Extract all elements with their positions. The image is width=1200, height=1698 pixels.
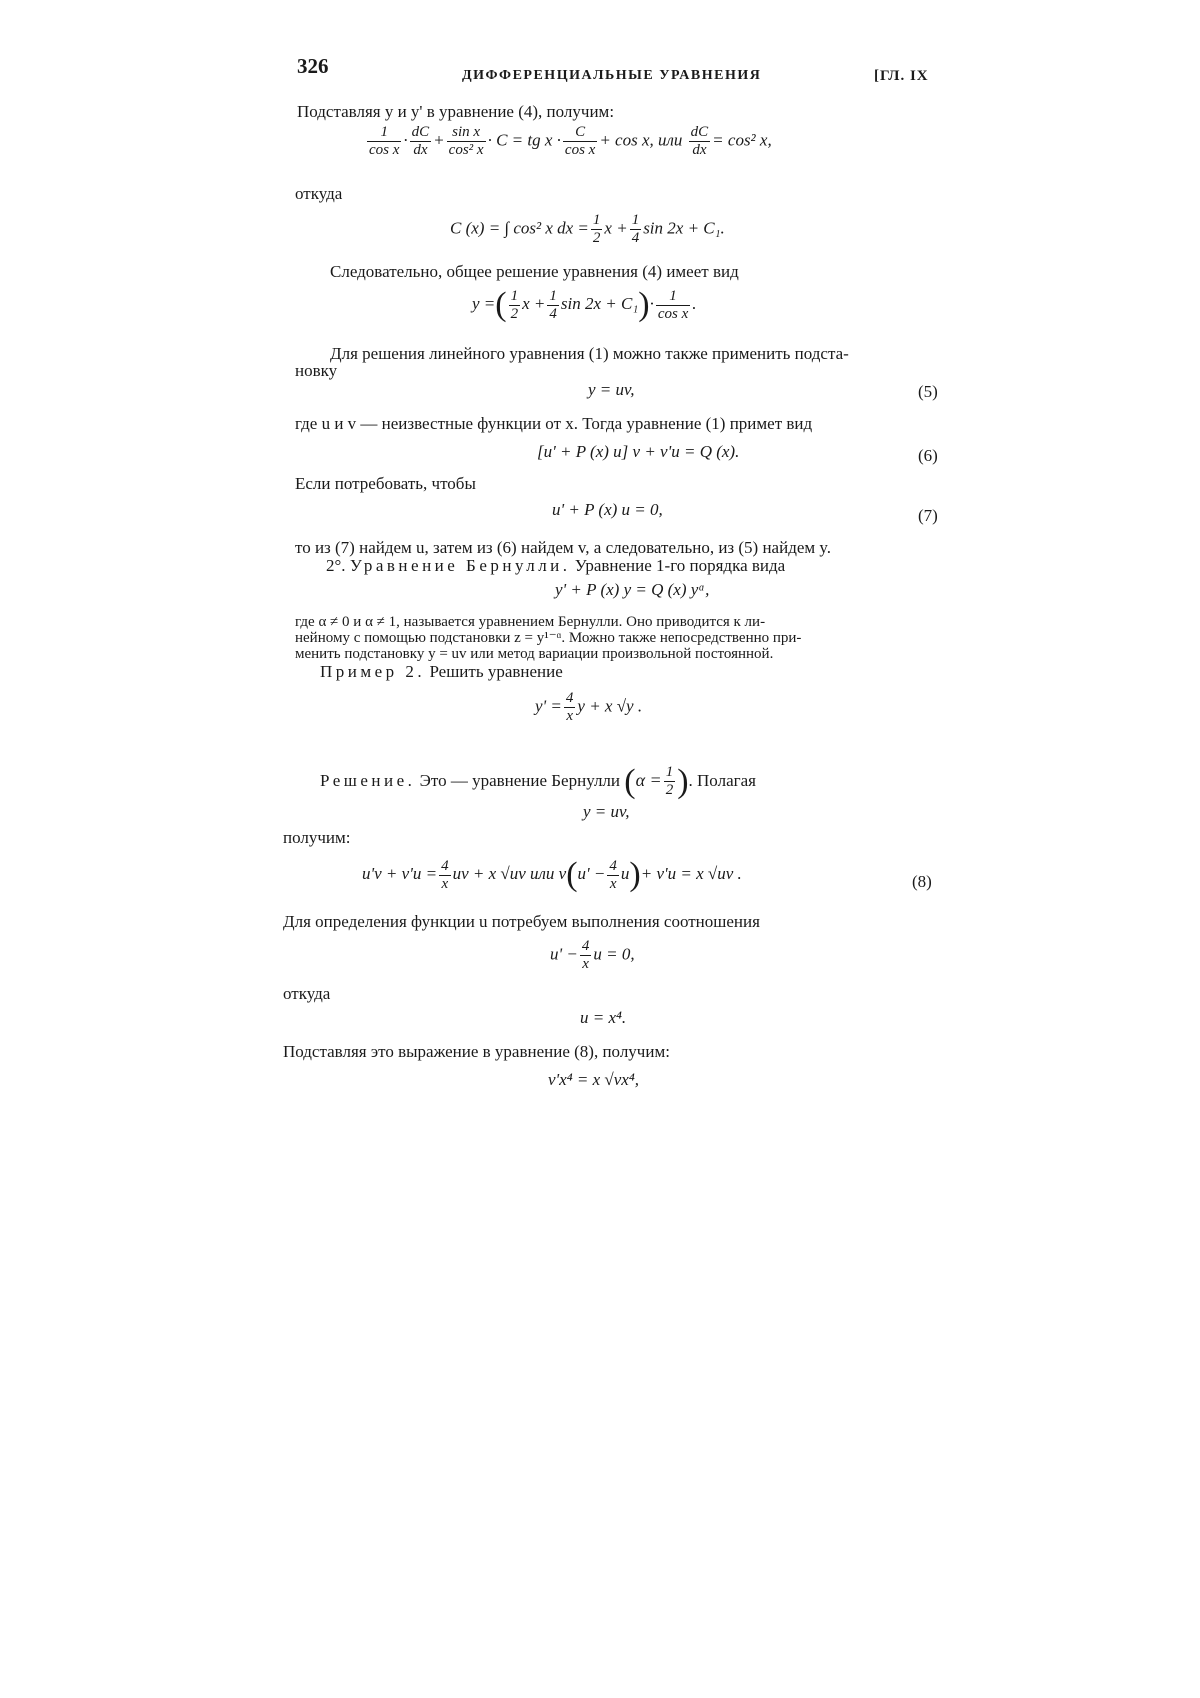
equation-text: u = 0,	[593, 944, 635, 964]
equation-number: (6)	[918, 446, 938, 465]
fraction	[509, 288, 521, 323]
denominator: cos x	[369, 142, 400, 158]
paragraph-line: Для решения линейного уравнения (1) можно также применить подста-	[330, 344, 849, 363]
equation-number: (7)	[918, 506, 938, 525]
fraction	[439, 858, 451, 893]
equation-y-uv: y = uv,	[583, 802, 630, 821]
equation-u	[550, 938, 635, 973]
equation-bernoulli: y' + P (x) y = Q (x) yᵅ,	[555, 580, 710, 599]
equation-6: [u' + P (x) u] v + v'u = Q (x).	[537, 442, 740, 461]
denominator: x	[609, 875, 617, 892]
paragraph-line	[320, 662, 563, 682]
denominator: 2	[665, 782, 674, 799]
paragraph-line	[320, 760, 756, 802]
equation-number: (5)	[918, 382, 938, 401]
paragraph-text: Решить уравнение	[425, 662, 563, 681]
equation-text: ·	[649, 293, 654, 313]
paragraph-line: менить подстановку y = uv или метод вариации произвольной постоянной.	[295, 646, 774, 662]
alpha-expression: (α = $\frac{1}{2}$ )	[624, 762, 689, 800]
denominator: dx	[692, 142, 707, 158]
paragraph-text: . Полагая	[688, 771, 756, 790]
fraction	[564, 690, 576, 725]
paragraph-line: Для определения функции u потребуем выполнения соотношения	[283, 912, 760, 931]
equation-number: (8)	[912, 872, 932, 891]
denominator: x	[566, 708, 573, 724]
denominator: dx	[413, 142, 428, 158]
fraction	[664, 764, 676, 799]
denominator: cos² x	[448, 142, 484, 158]
paragraph-line: Следовательно, общее решение уравнения (4) имеет вид	[330, 262, 739, 281]
denominator: 2	[510, 305, 519, 322]
equation-text: C (x) = ∫ cos² x dx =	[450, 218, 589, 238]
numerator: C	[563, 124, 597, 142]
fraction	[563, 124, 597, 159]
fraction	[547, 288, 559, 323]
equation-text: sin 2x + C₁.	[643, 218, 725, 238]
numerator: sin x	[447, 124, 486, 142]
equation-text: x +	[522, 293, 546, 313]
denominator: cos x	[657, 305, 689, 322]
denominator: 2	[592, 230, 601, 246]
section-title: Уравнение Бернулли.	[349, 556, 571, 575]
denominator: 4	[631, 230, 640, 246]
chapter-marker: [ГЛ. IX	[874, 68, 929, 84]
equation-example	[535, 690, 642, 725]
paragraph-line	[326, 556, 785, 576]
numerator: dC	[690, 124, 709, 140]
numerator: 1	[510, 287, 519, 304]
paragraph-line: новку	[295, 361, 338, 380]
numerator: dC	[411, 124, 430, 140]
numerator: 4	[441, 857, 449, 874]
fraction	[410, 124, 432, 159]
equation-text: y' =	[535, 696, 562, 716]
equation-3: y =( $\frac{1}{2}$ x + $\frac{1}{4}$ sin 2x + C₁)· $\frac{1}{\text{cos x}}$ .	[472, 286, 697, 323]
paragraph-line: где α ≠ 0 и α ≠ 1, называется уравнением Бернулли. Оно приводится к ли-	[295, 614, 766, 630]
paragraph-line: где u и v — неизвестные функции от x. Тогда уравнение (1) примет вид	[295, 414, 813, 433]
equation-1: $\frac{1}{\text{cos x}}$ · $\frac{dC}{dx}$ + $\frac{\text{sin x}}{\text{cos² x}}$ · C = tg x · $\frac{C}{\text{cos x}}$ + cos x, или $\frac{dC}{dx}$ = cos² x,	[369, 124, 772, 158]
fraction	[447, 124, 486, 159]
paragraph-line: откуда	[295, 184, 343, 203]
numerator: 4	[565, 690, 574, 706]
equation-5: y = uv,	[588, 380, 635, 399]
paragraph-line: откуда	[283, 984, 331, 1003]
page-number: 326	[297, 54, 329, 78]
equation-text: sin 2x + C₁	[560, 293, 639, 313]
paragraph-text: Это — уравнение Бернулли	[415, 771, 621, 790]
denominator: x	[441, 875, 449, 892]
fraction	[367, 124, 401, 159]
denominator: cos x	[564, 142, 596, 158]
denominator: 4	[549, 305, 557, 322]
paragraph-line: Если потребовать, чтобы	[295, 474, 476, 493]
fraction	[580, 938, 592, 973]
numerator: 1	[549, 287, 557, 304]
equation-8: u'v + v'u = $\frac{4}{x}$ uv + x √uv или v(u' − $\frac{4}{x}$ u)+ v'u = x √uv .	[362, 856, 742, 893]
equation-2	[450, 212, 725, 247]
numerator: 4	[581, 938, 590, 954]
numerator: 1	[656, 288, 690, 306]
denominator: x	[582, 956, 589, 972]
equation-text: · C = tg x ·	[487, 130, 561, 150]
equation-7: u' + P (x) u = 0,	[552, 500, 663, 519]
paragraph-line: нейному с помощью подстановки z = y¹⁻ᵅ. Можно также непосредственно при-	[295, 630, 802, 646]
section-number: 2°.	[326, 556, 350, 575]
solution-label: Решение.	[320, 771, 416, 790]
example-label: Пример 2.	[320, 662, 426, 681]
numerator: 1	[592, 212, 601, 228]
equation-u-x4: u = x⁴.	[580, 1008, 627, 1027]
equation-last: v'x⁴ = x √vx⁴,	[548, 1070, 639, 1089]
fraction	[689, 124, 711, 159]
equation-text: = cos² x,	[712, 130, 772, 150]
equation-text: + v'u = x √uv .	[640, 863, 742, 883]
numerator: 1	[367, 124, 401, 142]
equation-text: α =	[635, 770, 662, 790]
equation-text: u' −	[550, 944, 578, 964]
paragraph-line: получим:	[283, 828, 351, 847]
paragraph-line: Подставляя это выражение в уравнение (8), получим:	[283, 1042, 670, 1061]
equation-text: uv + x √uv или v	[452, 863, 567, 883]
fraction	[591, 212, 603, 247]
equation-text: u'v + v'u =	[362, 863, 438, 883]
equation-text: y =	[472, 293, 496, 313]
numerator: 1	[665, 764, 674, 781]
fraction	[607, 858, 619, 893]
fraction	[656, 288, 690, 323]
equation-text: x +	[604, 218, 628, 238]
equation-text: y + x √y .	[577, 696, 643, 716]
paragraph-text: Уравнение 1-го порядка вида	[570, 556, 786, 575]
paragraph-line: то из (7) найдем u, затем из (6) найдем v, а следовательно, из (5) найдем y.	[295, 538, 832, 557]
numerator: 1	[631, 212, 640, 228]
equation-text: + cos x, или	[599, 130, 683, 150]
numerator: 4	[609, 857, 617, 874]
fraction	[630, 212, 642, 247]
paragraph-line: Подставляя y и y' в уравнение (4), получим:	[297, 102, 615, 121]
running-head-title: ДИФФЕРЕНЦИАЛЬНЫЕ УРАВНЕНИЯ	[462, 68, 762, 83]
